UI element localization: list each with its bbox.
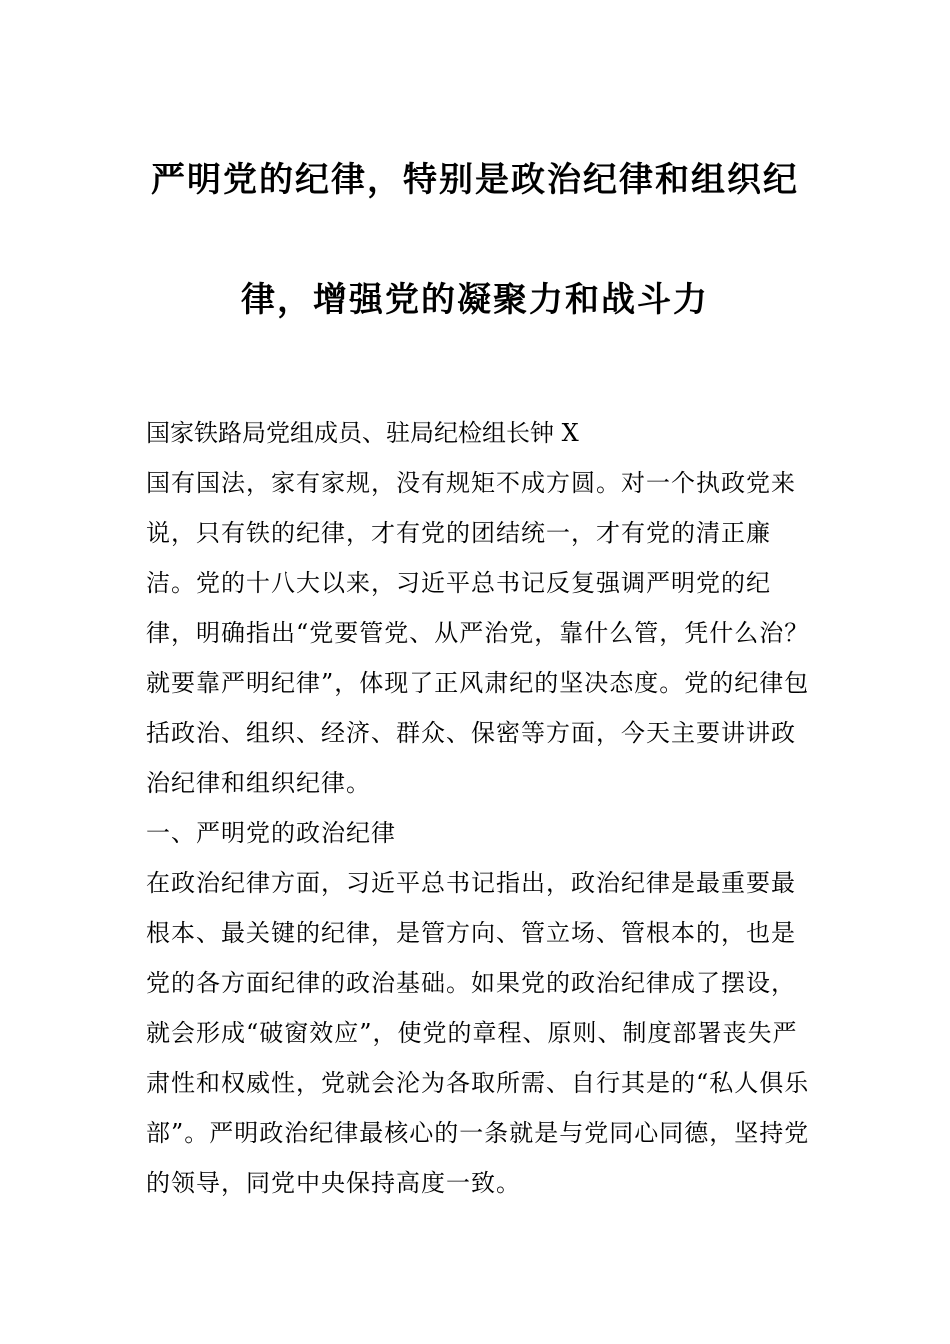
title-line-1: 严明党的纪律，特别是政治纪律和组织纪: [151, 160, 799, 200]
paragraph-political-discipline: 在政治纪律方面，习近平总书记指出，政治纪律是最重要最根本、最关键的纪律，是管方向、管立场、管根本的，也是党的各方面纪律的政治基础。如果党的政治纪律成了摆设，就会形成“破窗效应”，使党的章程、原则、制度部署丧失严肃性和权威性，党就会沦为各取所需、自行其是的“私人俱乐部”。严明政治纪律最核心的一条就是与党同心同德，坚持党的领导，同党中央保持高度一致。: [146, 869, 810, 1197]
section-heading: 一、严明党的政治纪律: [146, 819, 396, 847]
paragraph-intro: 国有国法，家有家规，没有规矩不成方圆。对一个执政党来说，只有铁的纪律，才有党的团结统一，才有党的清正廉洁。党的十八大以来，习近平总书记反复强调严明党的纪律，明确指出“党要管党、从严治党，靠什么管，凭什么治？就要靠严明纪律”，体现了正风肃纪的坚决态度。党的纪律包括政治、组织、经济、群众、保密等方面，今天主要讲讲政治纪律和组织纪律。: [146, 469, 810, 797]
author-line: 国家铁路局党组成员、驻局纪检组长钟 X: [146, 419, 579, 447]
title-line-2: 律，增强党的凝聚力和战斗力: [241, 280, 709, 320]
document-body: [146, 408, 811, 1208]
